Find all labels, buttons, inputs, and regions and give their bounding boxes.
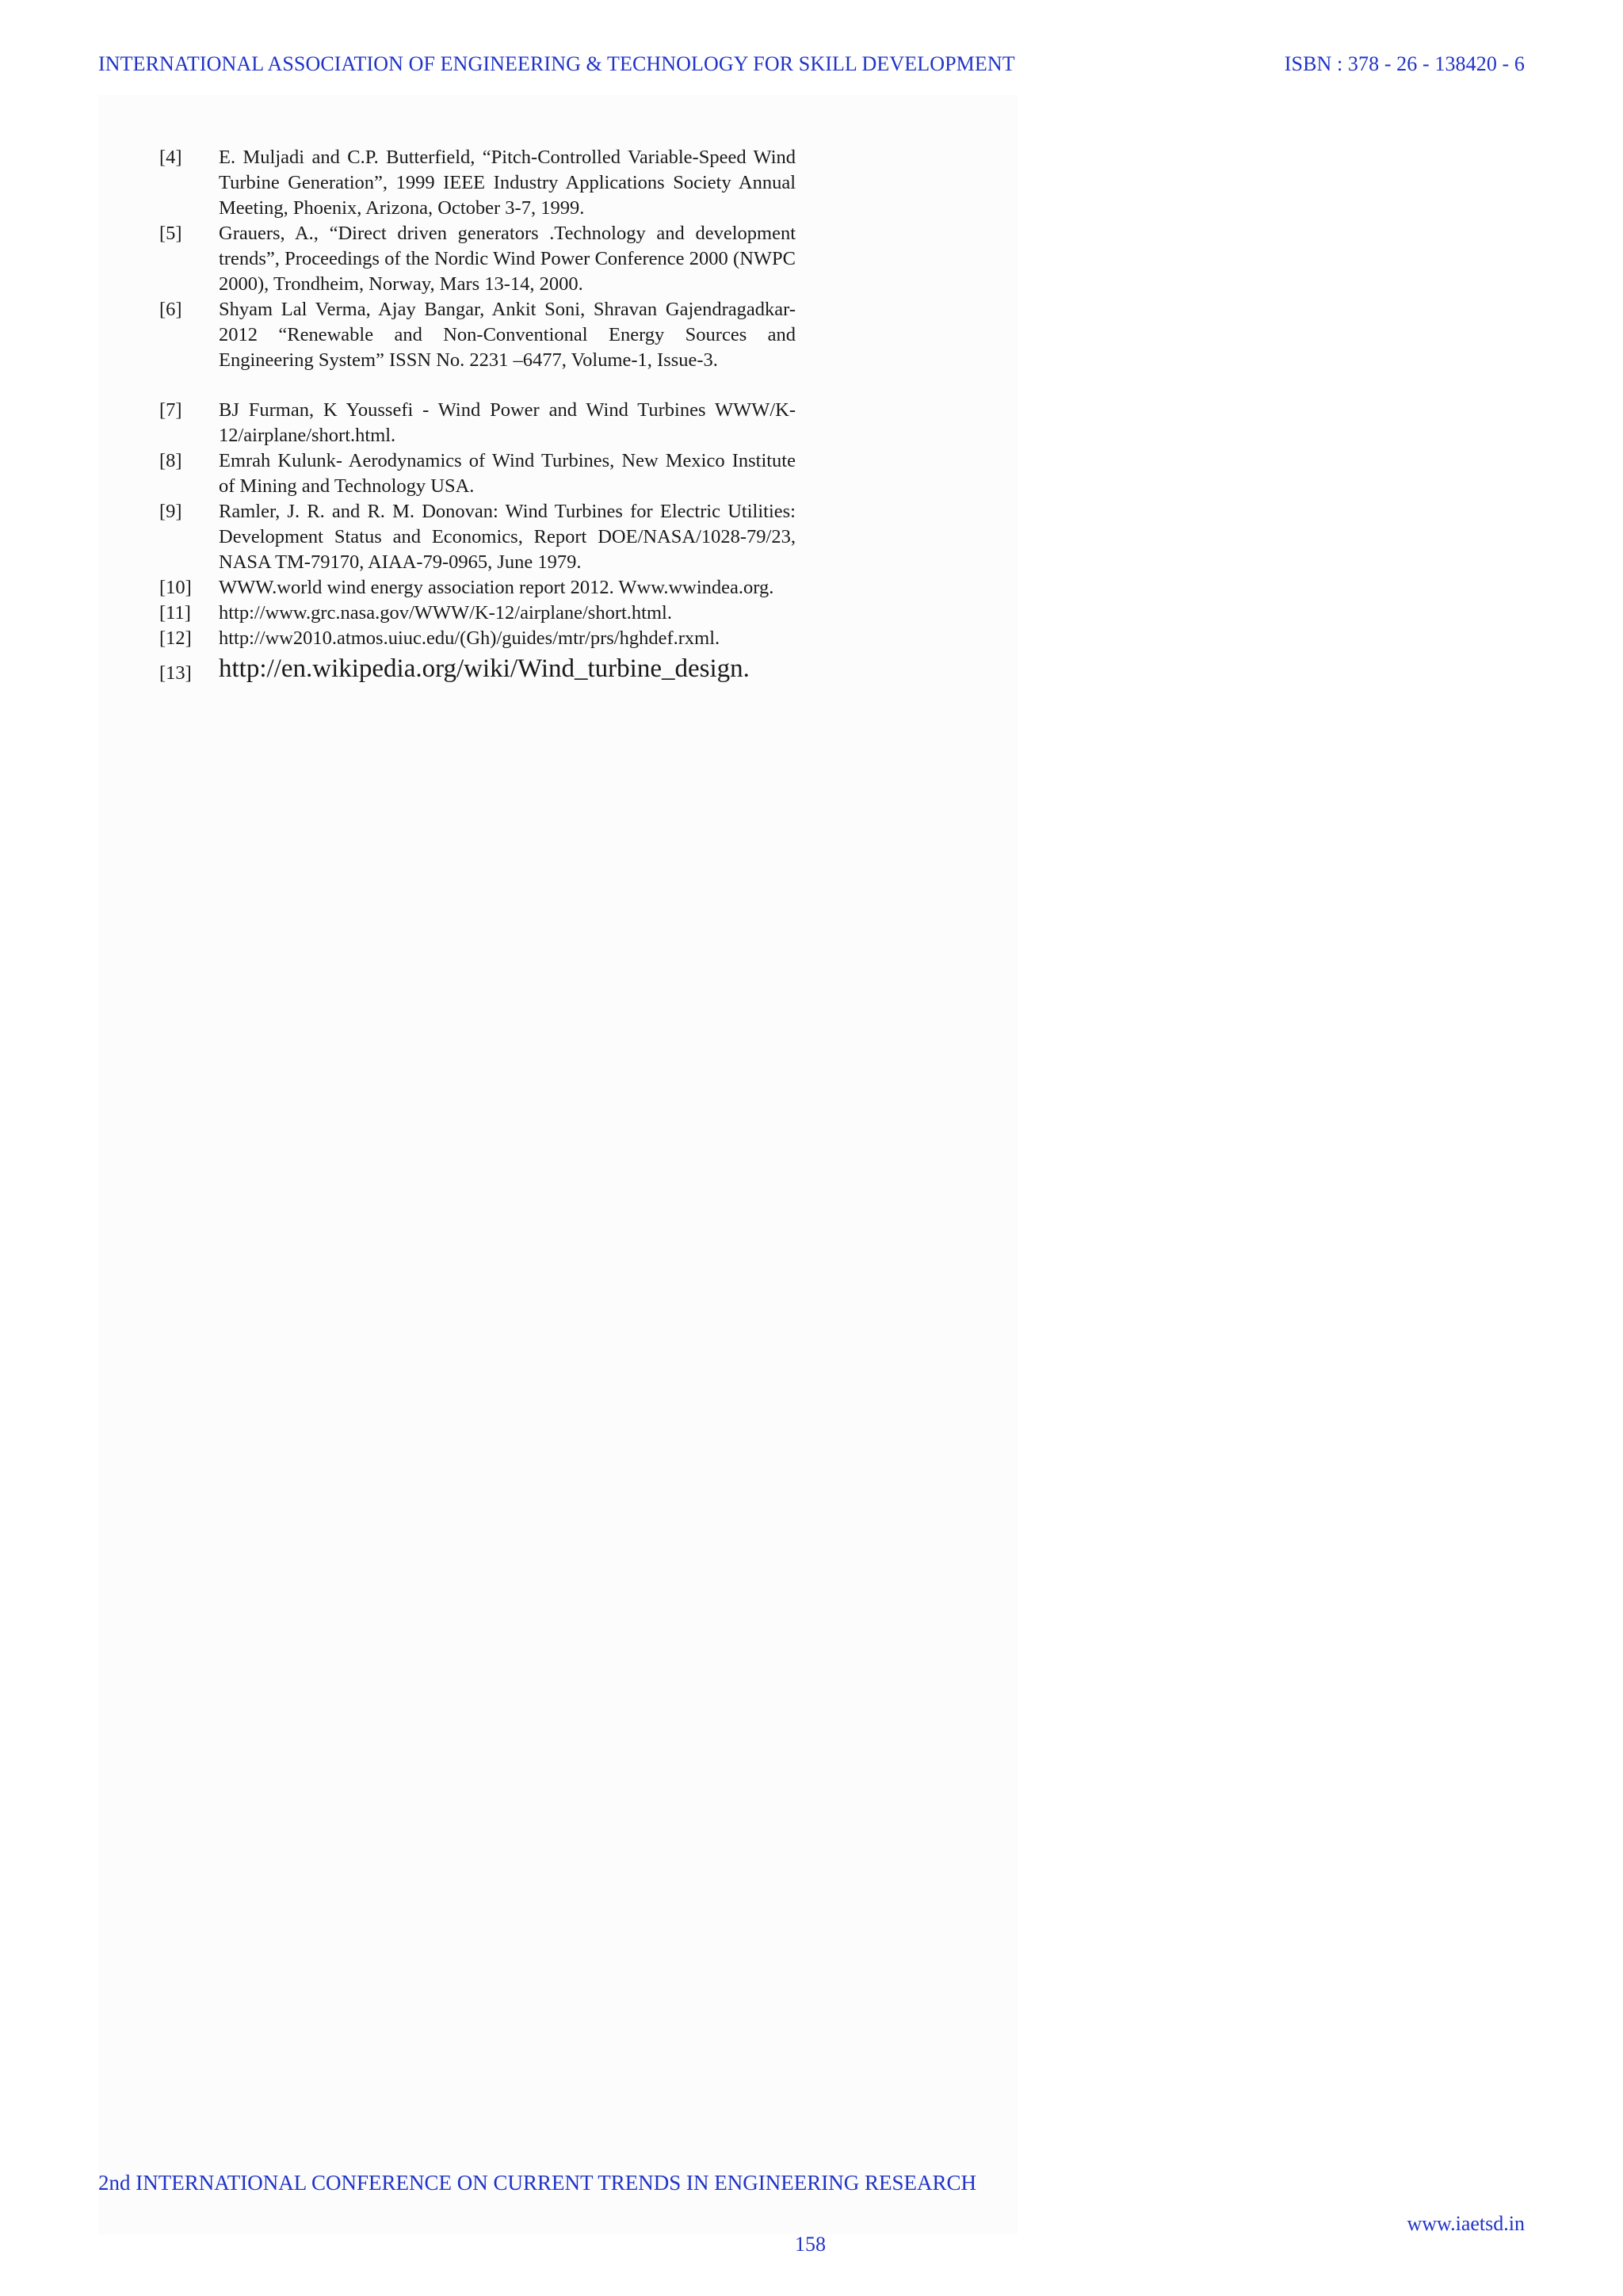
reference-text: Ramler, J. R. and R. M. Donovan: Wind Turbines for Electric Utilities: Development Status and Economics, Report DOE/NASA/1028-79/23, NASA TM-79170, AIAA-79-0965, June 1979. [219, 501, 796, 573]
reference-number: [8] [159, 450, 182, 471]
reference-item [159, 626, 796, 651]
footer-conference-title: 2nd INTERNATIONAL CONFERENCE ON CURRENT TRENDS IN ENGINEERING RESEARCH [98, 2171, 976, 2195]
reference-number: [4] [159, 147, 182, 168]
reference-text: E. Muljadi and C.P. Butterfield, “Pitch-Controlled Variable-Speed Wind Turbine Generation”, 1999 IEEE Industry Applications Society Annual Meeting, Phoenix, Arizona, October 3-7, 1999. [219, 147, 796, 219]
reference-number: [7] [159, 399, 182, 421]
reference-text: http://en.wikipedia.org/wiki/Wind_turbine_design. [219, 654, 750, 683]
reference-spacer [159, 373, 796, 398]
reference-item [159, 297, 796, 373]
reference-item [159, 601, 796, 626]
reference-text: Grauers, A., “Direct driven generators .Technology and development trends”, Proceedings of the Nordic Wind Power Conference 2000 (NWPC 2000), Trondheim, Norway, Mars 13-14, 2000. [219, 223, 796, 295]
reference-item [159, 575, 796, 601]
header-isbn: ISBN : 378 - 26 - 138420 - 6 [1284, 52, 1525, 75]
reference-text: Shyam Lal Verma, Ajay Bangar, Ankit Soni, Shravan Gajendragadkar-2012 “Renewable and Non-Conventional Energy Sources and Engineering System” ISSN No. 2231 –6477, Volume-1, Issue-3. [219, 299, 796, 371]
reference-item [159, 145, 796, 221]
reference-item [159, 653, 796, 689]
header-association-title: INTERNATIONAL ASSOCIATION OF ENGINEERING & TECHNOLOGY FOR SKILL DEVELOPMENT [98, 52, 1015, 75]
reference-number: [12] [159, 627, 192, 649]
reference-text: Emrah Kulunk- Aerodynamics of Wind Turbines, New Mexico Institute of Mining and Technology USA. [219, 450, 796, 497]
reference-number: [6] [159, 299, 182, 320]
reference-text: http://ww2010.atmos.uiuc.edu/(Gh)/guides/mtr/prs/hghdef.rxml. [219, 627, 720, 649]
reference-text: WWW.world wind energy association report 2012. Www.wwindea.org. [219, 577, 774, 598]
reference-text: BJ Furman, K Youssefi - Wind Power and Wind Turbines WWW/K-12/airplane/short.html. [219, 399, 796, 446]
reference-item [159, 398, 796, 448]
reference-item [159, 448, 796, 499]
reference-number: [10] [159, 577, 192, 598]
reference-number: [11] [159, 602, 191, 624]
reference-item [159, 499, 796, 575]
reference-number: [13] [159, 662, 192, 684]
reference-number: [5] [159, 223, 182, 244]
references-list [159, 145, 796, 689]
footer-website: www.iaetsd.in [1407, 2212, 1525, 2235]
reference-number: [9] [159, 501, 182, 522]
reference-text: http://www.grc.nasa.gov/WWW/K-12/airplane/short.html. [219, 602, 672, 624]
reference-item [159, 221, 796, 297]
page-number: 158 [795, 2233, 826, 2256]
